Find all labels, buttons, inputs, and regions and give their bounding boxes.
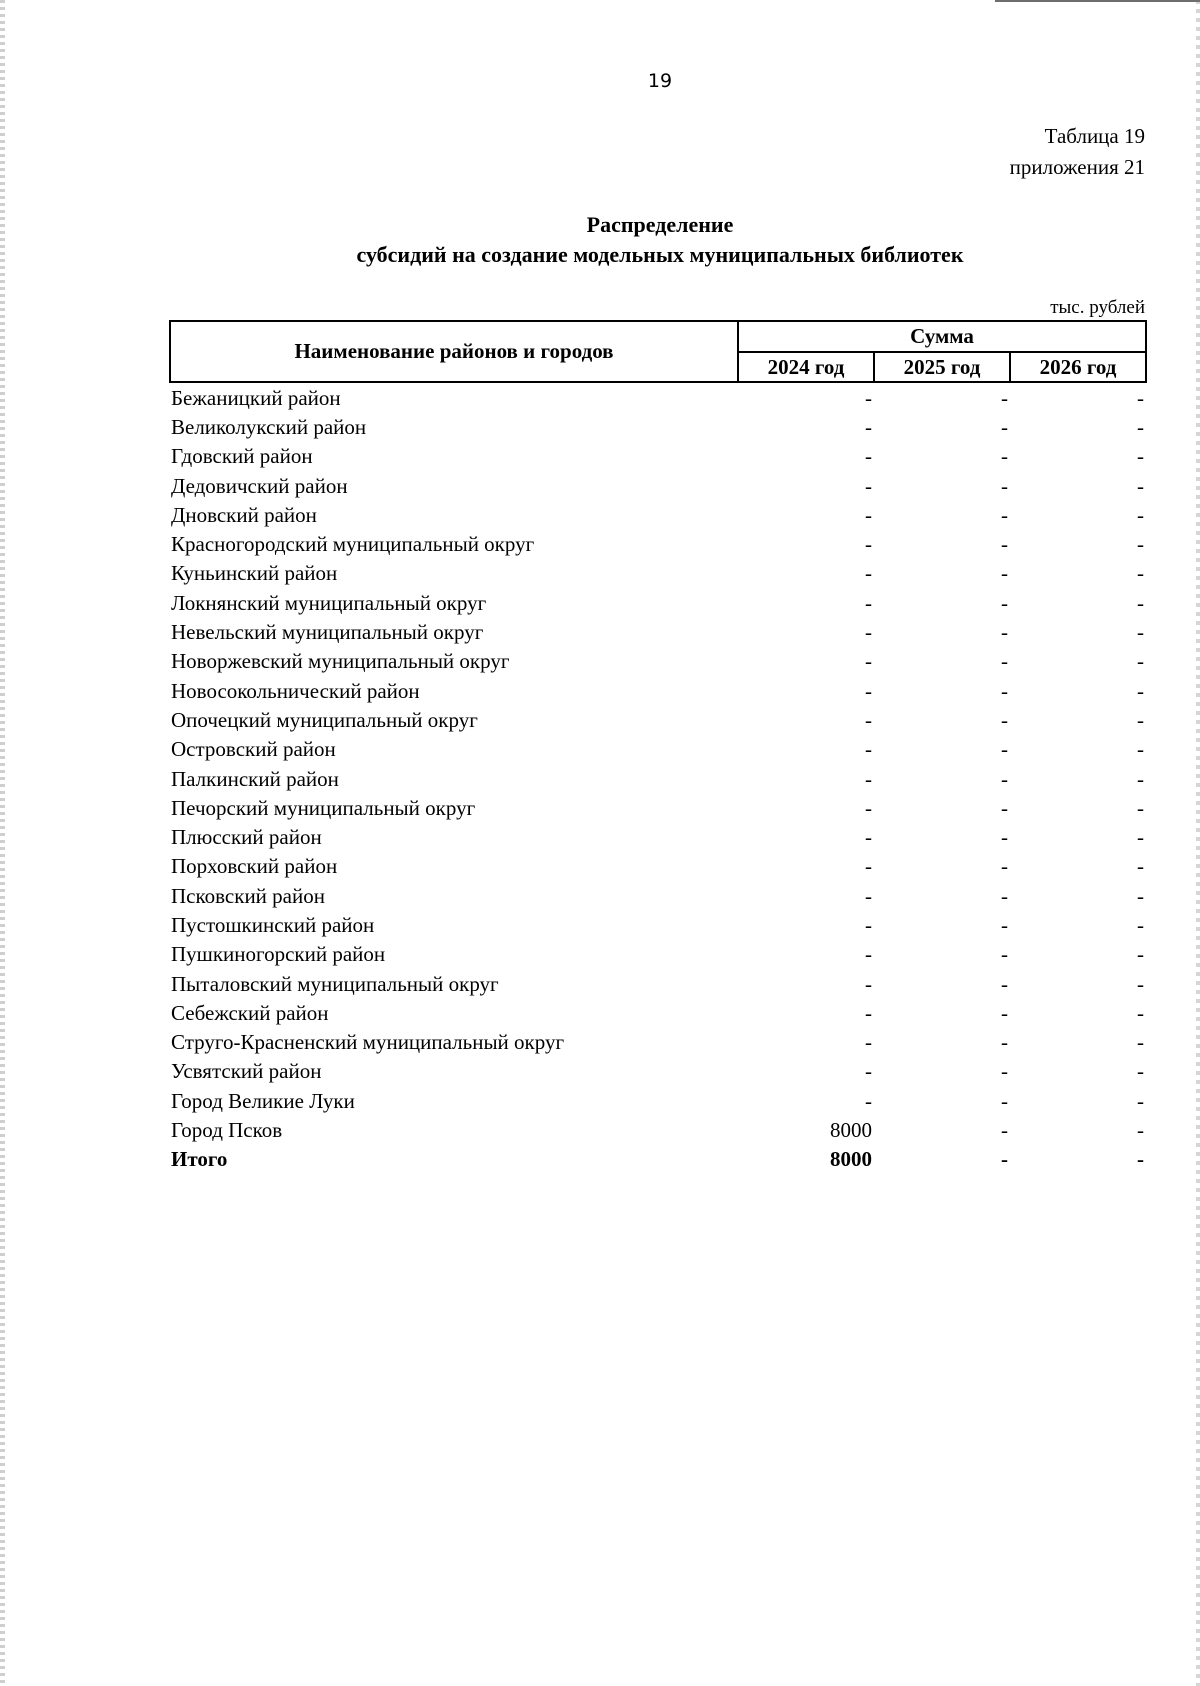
table-row [170,822,1146,851]
cell-value-2026: - [1137,1147,1145,1172]
table-row [170,442,1146,471]
table-row [170,940,1146,969]
cell-name: Новоржевский муниципальный округ [171,649,510,674]
cell-value-2026: - [1137,1088,1145,1113]
cell-value-2025: - [1001,502,1008,527]
subsidy-table [169,320,1145,1174]
cell-value-2024: - [865,590,872,615]
cell-value-2026: - [1137,1030,1145,1055]
table-row [170,559,1146,588]
cell-value-2024: - [865,707,872,732]
cell-value-2026: - [1137,942,1145,967]
cell-value-2026: - [1137,883,1145,908]
cell-value-2025: - [1001,854,1008,879]
cell-value-2025: - [1001,561,1008,586]
cell-value-2025: - [1001,532,1008,557]
cell-name: Островский район [171,737,336,762]
cell-value-2024: - [865,942,872,967]
cell-name: Себежский район [171,1000,329,1025]
cell-value-2024: - [865,737,872,762]
header-sum: Сумма [738,321,1146,352]
cell-value-2024: 8000 [830,1118,872,1143]
cell-value-2024: - [865,912,872,937]
cell-value-2025: - [1001,414,1008,439]
cell-value-2026: - [1137,795,1145,820]
cell-value-2026: - [1137,649,1145,674]
cell-value-2024: - [865,883,872,908]
cell-value-2025: - [1001,825,1008,850]
cell-value-2025: - [1001,1059,1008,1084]
cell-value-2025: - [1001,766,1008,791]
cell-value-2025: - [1001,649,1008,674]
table-row [170,735,1146,764]
cell-value-2024: - [865,678,872,703]
page-number: 19 [647,70,673,92]
cell-value-2024: - [865,620,872,645]
cell-name: Новосокольнический район [171,678,420,703]
cell-value-2025: - [1001,620,1008,645]
table-row [170,1086,1146,1115]
table-row [170,1057,1146,1086]
cell-value-2025: - [1001,912,1008,937]
cell-name: Палкинский район [171,766,339,791]
cell-name: Город Псков [171,1118,283,1143]
table-row [170,1115,1146,1144]
table-row [170,500,1146,529]
table-row [170,852,1146,881]
table-row [170,969,1146,998]
cell-value-2024: - [865,1059,872,1084]
document-title-line-2: субсидий на создание модельных муниципальных библиотек [356,242,964,267]
cell-value-2024: - [865,414,872,439]
cell-value-2025: - [1001,971,1008,996]
table-total-row [170,1145,1146,1174]
cell-value-2026: - [1137,385,1145,410]
table-row [170,793,1146,822]
cell-name: Струго-Красненский муниципальный округ [171,1030,565,1055]
cell-value-2025: - [1001,942,1008,967]
cell-value-2024: - [865,766,872,791]
document-title-line-1: Распределение [586,212,734,237]
cell-value-2024: - [865,473,872,498]
cell-value-2024: - [865,1000,872,1025]
cell-value-2025: - [1001,473,1008,498]
cell-name: Дновский район [171,502,317,527]
cell-name: Пушкиногорский район [171,942,386,967]
cell-value-2024: - [865,385,872,410]
table-row [170,617,1146,646]
cell-name: Печорский муниципальный округ [171,795,476,820]
table-row [170,910,1146,939]
cell-value-2024: - [865,1088,872,1113]
cell-name: Пыталовский муниципальный округ [171,971,499,996]
cell-name: Куньинский район [171,561,338,586]
table-body [170,382,1146,1174]
cell-name: Порховский район [171,854,338,879]
cell-name: Псковский район [171,883,325,908]
cell-value-2025: - [1001,385,1008,410]
cell-value-2025: - [1001,1118,1008,1143]
table-row [170,764,1146,793]
cell-value-2026: - [1137,971,1145,996]
table-row [170,647,1146,676]
table-reference-line-1: Таблица 19 [1044,124,1145,148]
table-row [170,1028,1146,1057]
cell-name: Город Великие Луки [171,1088,355,1113]
cell-name: Гдовский район [171,444,313,469]
table-row [170,588,1146,617]
cell-value-2026: - [1137,678,1145,703]
cell-name: Великолукский район [171,414,367,439]
cell-value-2024: - [865,502,872,527]
cell-value-2026: - [1137,590,1145,615]
cell-value-2025: - [1001,1030,1008,1055]
table-reference [1010,121,1145,183]
cell-value-2026: - [1137,532,1145,557]
cell-value-2024: - [865,649,872,674]
document-title [0,210,1200,270]
cell-value-2026: - [1137,825,1145,850]
cell-value-2025: - [1001,444,1008,469]
cell-value-2024: - [865,444,872,469]
table-reference-line-2: приложения 21 [1009,155,1145,179]
cell-value-2024: - [865,795,872,820]
header-name: Наименование районов и городов [170,321,738,382]
table-row [170,705,1146,734]
table-row [170,412,1146,441]
table-row [170,529,1146,558]
cell-name: Усвятский район [171,1059,322,1084]
cell-name: Пустошкинский район [171,912,375,937]
cell-value-2026: - [1137,502,1145,527]
cell-value-2026: - [1137,620,1145,645]
cell-name: Невельский муниципальный округ [171,620,484,645]
cell-value-2026: - [1137,766,1145,791]
table-row [170,998,1146,1027]
header-year-2025: 2025 год [874,352,1010,382]
cell-value-2026: - [1137,854,1145,879]
cell-value-2025: - [1001,1147,1008,1172]
cell-value-2024: - [865,1030,872,1055]
cell-name: Бежаницкий район [171,385,341,410]
cell-value-2026: - [1137,561,1145,586]
table-row [170,471,1146,500]
table-row [170,881,1146,910]
cell-value-2025: - [1001,707,1008,732]
cell-value-2026: - [1137,473,1145,498]
cell-name: Опочецкий муниципальный округ [171,707,478,732]
cell-value-2024: - [865,825,872,850]
cell-value-2026: - [1137,444,1145,469]
cell-value-2025: - [1001,1088,1008,1113]
cell-value-2025: - [1001,883,1008,908]
cell-name: Итого [171,1147,228,1172]
cell-value-2025: - [1001,590,1008,615]
cell-value-2025: - [1001,1000,1008,1025]
cell-value-2026: - [1137,737,1145,762]
cell-value-2026: - [1137,1000,1145,1025]
table-row [170,382,1146,412]
cell-value-2026: - [1137,1059,1145,1084]
cell-value-2024: - [865,854,872,879]
cell-value-2024: - [865,561,872,586]
cell-name: Дедовичский район [171,473,348,498]
cell-value-2026: - [1137,707,1145,732]
table-row [170,676,1146,705]
cell-value-2025: - [1001,737,1008,762]
header-year-2026: 2026 год [1010,352,1146,382]
cell-value-2026: - [1137,1118,1145,1143]
cell-value-2024: - [865,532,872,557]
cell-name: Плюсский район [171,825,322,850]
cell-name: Локнянский муниципальный округ [171,590,487,615]
cell-value-2025: - [1001,678,1008,703]
units-label: тыс. рублей [1050,297,1145,318]
scan-edge-top [995,0,1200,2]
cell-value-2025: - [1001,795,1008,820]
cell-value-2024: 8000 [830,1147,872,1172]
cell-value-2026: - [1137,414,1145,439]
cell-name: Красногородский муниципальный округ [171,532,535,557]
cell-value-2024: - [865,971,872,996]
cell-value-2026: - [1137,912,1145,937]
header-year-2024: 2024 год [738,352,874,382]
